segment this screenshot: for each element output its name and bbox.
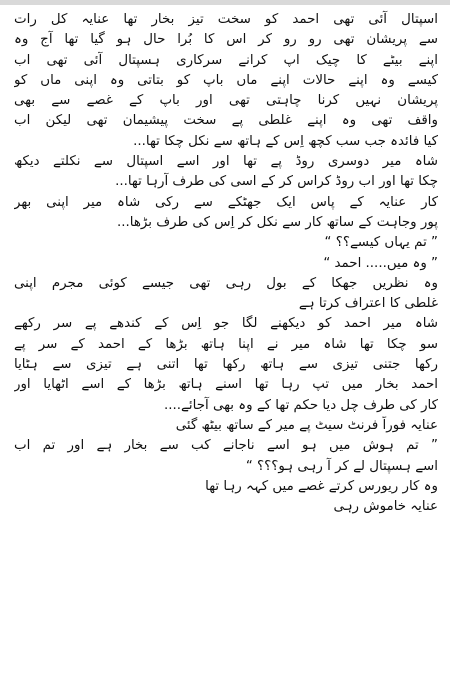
- dialogue-line: ” تم ہوش میں ہو اسے ناجانے کب سے بخار ہے اور تم اب: [14, 438, 438, 454]
- text-line: کار عنایہ کے پاس ایک جھٹکے سے رکی شاہ میر اپنی بھر: [14, 194, 438, 210]
- text-line: واقف تھی وہ اپنے غلطی پے سخت پیشیمان تھی لیکن اب: [14, 113, 438, 129]
- text-line: چکا تھا اور اب روڈ کراس کر کے اسی کی طرف آرہا تھا...: [115, 174, 438, 190]
- text-line: شاہ میر دوسری روڈ پے تھا اور اسے اسپتال سے نکلتے دیکھ: [14, 154, 438, 170]
- text-line: سو چکا تھا شاہ میر نے اپنا ہاتھ بڑھا کے احمد کے سر پے: [14, 336, 438, 352]
- text-line: اپنے بیٹے کا چیک اپ کرانے سرکاری ہسپتال آئی تھی اب: [14, 52, 438, 68]
- text-line: شاہ میر احمد کو دیکھنے لگا جو اِس کے کندھے پے سر رکھے: [14, 316, 438, 332]
- text-line: پور وجاہت کے ساتھ کار سے نکل کر اِس کی طرف بڑھا...: [116, 214, 438, 230]
- text-line: رکھا جتنی تیزی سے ہاتھ رکھا تھا اتنی ہے تیزی سے ہٹایا: [14, 357, 438, 373]
- text-line: پریشان نہیں کرنا چاہتی تھی اور باپ کے غصے سے بھی: [14, 93, 438, 109]
- dialogue-line: اسے ہسپتال لے کر آ رہی ہو؟؟؟ “: [245, 458, 438, 474]
- text-line: احمد بخار میں تپ رہا تھا اسنے ہاتھ بڑھا کے اسے اٹھایا اور: [14, 377, 438, 393]
- text-line: عنایہ خاموش رہی: [333, 499, 438, 515]
- text-line: وہ نظریں جھکا کے بول رہی تھی جیسے کوئی مجرم اپنی: [14, 275, 438, 291]
- text-line: اسپتال آئی تھی احمد کو سخت تیز بخار تھا عنایہ کل رات: [14, 12, 438, 27]
- text-line: کیا فائدہ جب سب کچھ اِس کے ہاتھ سے نکل چکا تھا...: [133, 133, 438, 149]
- text-line: کیسے وہ اپنے حالات اپنے ماں باپ کو بتاتی وہ اپنی ماں کو: [14, 72, 438, 88]
- urdu-story-text: [14, 10, 438, 517]
- dialogue-line: ” وہ میں..... احمد “: [323, 255, 438, 271]
- text-line: سے پریشان تھی رو رو کر اس کا بُرا حال ہو گیا تھا آج وہ: [14, 32, 438, 48]
- text-line: غلطی کا اعتراف کرتا ہے: [298, 296, 438, 312]
- text-line: عنایہ فوراً فرنٹ سیٹ پے میر کے ساتھ بیٹھ گئی: [175, 417, 438, 433]
- text-line: کار کی طرف چل دیا حکم تھا کے وہ بھی آجائے....: [164, 397, 438, 413]
- text-line: وہ کار ریورس کرتے غصے میں کہہ رہا تھا: [205, 478, 438, 494]
- top-divider-strip: [0, 0, 450, 5]
- dialogue-line: ” تم یہاں کیسے؟؟ “: [324, 235, 438, 251]
